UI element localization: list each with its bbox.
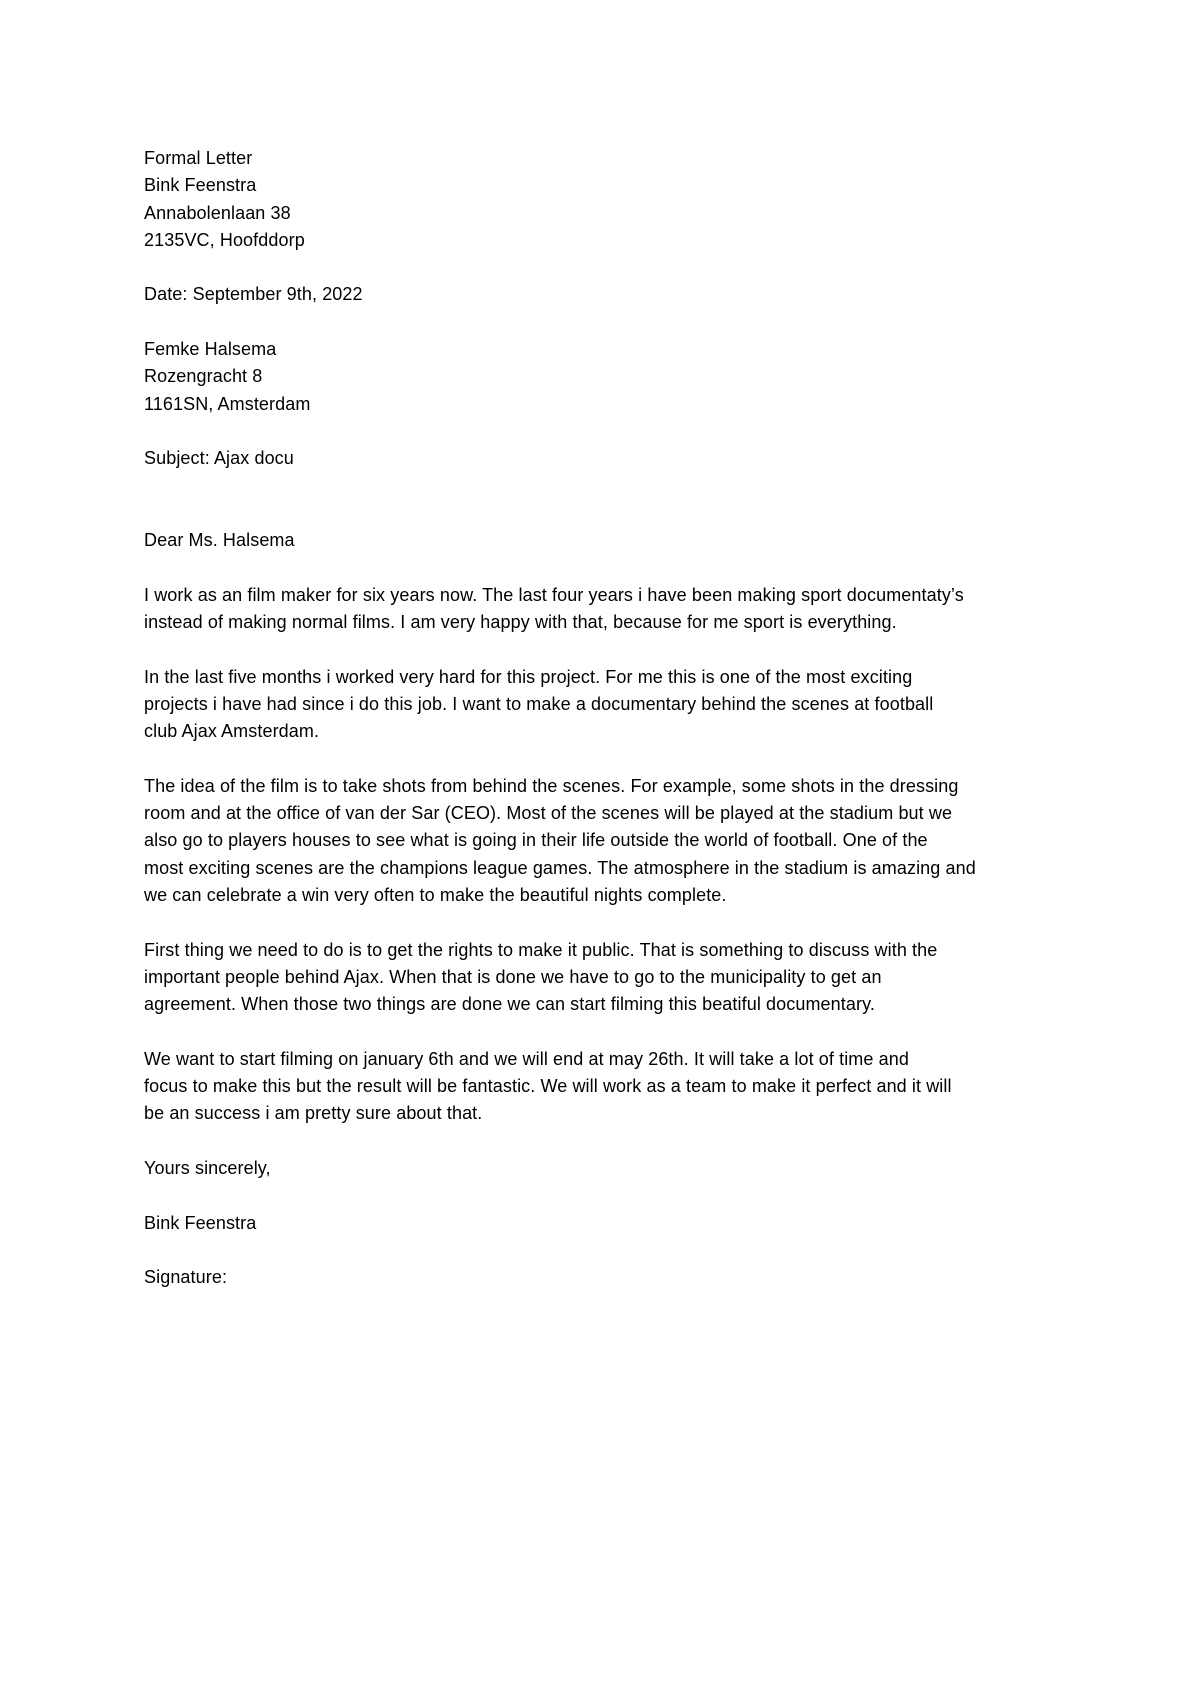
salutation: Dear Ms. Halsema (144, 530, 295, 551)
paragraph-2 (144, 664, 1074, 746)
paragraph-line: The idea of the film is to take shots from behind the scenes. For example, some shots in the dressing (144, 775, 959, 796)
paragraph-line: important people behind Ajax. When that is done we have to go to the municipality to get an (144, 966, 882, 987)
recipient-street: Rozengracht 8 (144, 366, 263, 387)
sender-name: Bink Feenstra (144, 175, 257, 196)
letter-body (144, 145, 1074, 1291)
paragraph-line: also go to players houses to see what is going in their life outside the world of football. One of the (144, 830, 928, 851)
paragraph-line: agreement. When those two things are done we can start filming this beatiful documentary. (144, 994, 875, 1015)
paragraph-4 (144, 937, 1074, 1019)
letter-heading: Formal Letter (144, 148, 253, 168)
sender-address (144, 145, 1074, 254)
signer-name: Bink Feenstra (144, 1212, 257, 1233)
closing: Yours sincerely, (144, 1157, 271, 1178)
paragraph-line: In the last five months i worked very hard for this project. For me this is one of the most exciting (144, 666, 913, 687)
paragraph-line: First thing we need to do is to get the rights to make it public. That is something to discuss with the (144, 939, 938, 960)
paragraph-line: We want to start filming on january 6th and we will end at may 26th. It will take a lot of time and (144, 1048, 909, 1069)
letter-date: Date: September 9th, 2022 (144, 284, 363, 305)
paragraph-line: most exciting scenes are the champions league games. The atmosphere in the stadium is amazing and (144, 857, 976, 878)
paragraph-line: club Ajax Amsterdam. (144, 721, 320, 742)
paragraph-line: I work as an film maker for six years now. The last four years i have been making sport documentaty’s (144, 584, 964, 605)
sender-postal-city: 2135VC, Hoofddorp (144, 229, 305, 250)
paragraph-line: instead of making normal films. I am very happy with that, because for me sport is everything. (144, 612, 897, 633)
paragraph-line: we can celebrate a win very often to make the beautiful nights complete. (144, 885, 727, 906)
paragraph-line: focus to make this but the result will be fantastic. We will work as a team to make it perfect and it will (144, 1076, 952, 1097)
sender-street: Annabolenlaan 38 (144, 202, 291, 223)
recipient-name: Femke Halsema (144, 339, 277, 360)
paragraph-line: room and at the office of van der Sar (CEO). Most of the scenes will be played at the stadium but we (144, 803, 953, 824)
letter-subject: Subject: Ajax docu (144, 448, 294, 469)
paragraph-1 (144, 582, 1074, 637)
recipient-postal-city: 1161SN, Amsterdam (144, 393, 311, 414)
paragraph-5 (144, 1046, 1074, 1128)
signature-label: Signature: (144, 1267, 228, 1288)
paragraph-line: be an success i am pretty sure about that. (144, 1103, 483, 1124)
paragraph-line: projects i have had since i do this job. I want to make a documentary behind the scenes at football (144, 693, 934, 714)
paragraph-3 (144, 773, 1074, 909)
recipient-address (144, 336, 1074, 418)
